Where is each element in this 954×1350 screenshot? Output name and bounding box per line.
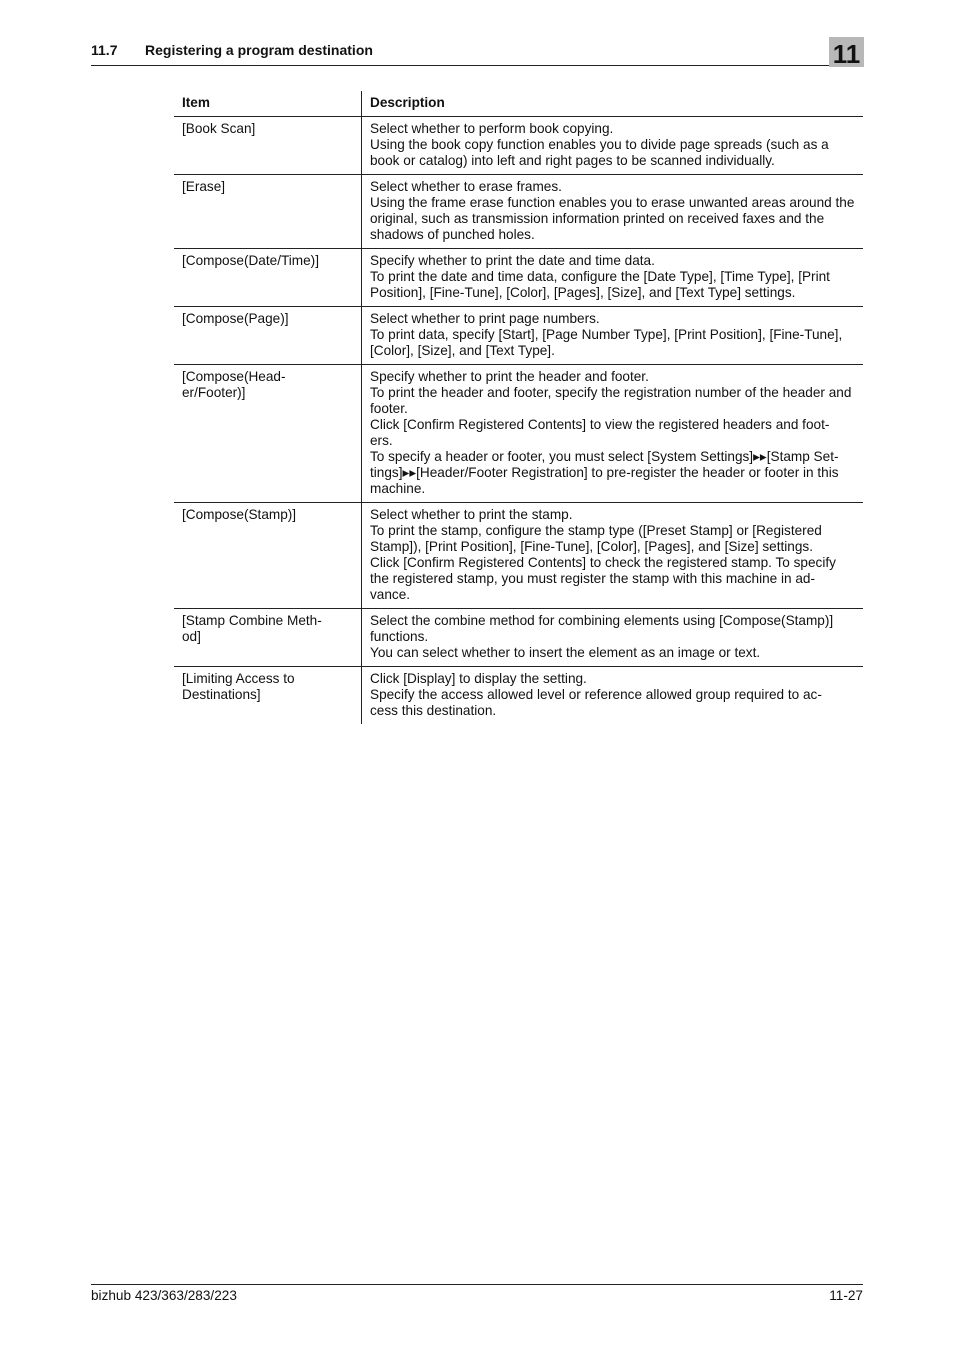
table-row [174,175,863,249]
table-row [174,117,863,175]
table-row [174,609,863,667]
item-cell: [Compose(Page)] [174,307,362,365]
item-cell: [Compose(Date/Time)] [174,249,362,307]
description-cell: Select whether to print the stamp. To print the stamp, configure the stamp type ([Preset Stamp] or [Registered Stamp]), [Print Position], [Fine-Tune], [Color], [Pages], and [Size] settings. Click [Confirm Registered Contents] to check the registered stamp. To specify the registered stamp, you must register the stamp with this machine in ad- vance. [362,503,864,609]
item-cell: [Limiting Access to Destinations] [174,667,362,725]
description-cell: Select whether to print page numbers. To print data, specify [Start], [Page Number Type], [Print Position], [Fine-Tune], [Color], [Size], and [Text Type]. [362,307,864,365]
column-header-item: Item [174,91,362,117]
description-cell: Specify whether to print the date and time data. To print the date and time data, configure the [Date Type], [Time Type], [Print Position], [Fine-Tune], [Color], [Pages], [Size], and [Text Type] settings. [362,249,864,307]
table-row [174,365,863,503]
table-header-row [174,91,863,117]
item-cell: [Stamp Combine Meth- od] [174,609,362,667]
chapter-number-badge: 11 [829,37,864,67]
table-row [174,667,863,725]
section-number: 11.7 [91,42,118,58]
item-cell: [Book Scan] [174,117,362,175]
item-cell: [Compose(Stamp)] [174,503,362,609]
item-cell: [Erase] [174,175,362,249]
description-cell: Select the combine method for combining elements using [Compose(Stamp)] functions. You can select whether to insert the element as an image or text. [362,609,864,667]
column-header-description: Description [362,91,864,117]
page-footer [91,1284,863,1305]
table-row [174,249,863,307]
description-cell: Specify whether to print the header and footer. To print the header and footer, specify the registration number of the header and footer. Click [Confirm Registered Contents] to view the registered headers and foot- ers. To specify a header or footer, you must select [System Settings]▸▸[Stamp Set- tings]▸▸[Header/Footer Registration] to pre-register the header or footer in this machine. [362,365,864,503]
section-title: Registering a program destination [145,42,373,58]
settings-table [174,91,863,724]
product-model: bizhub 423/363/283/223 [91,1288,237,1303]
table-row [174,503,863,609]
description-cell: Select whether to perform book copying. Using the book copy function enables you to divide page spreads (such as a book or catalog) into left and right pages to be scanned individually. [362,117,864,175]
page-number: 11-27 [829,1288,863,1303]
table-row [174,307,863,365]
description-cell: Click [Display] to display the setting. Specify the access allowed level or reference allowed group required to ac- cess this destination. [370,671,822,718]
page-header [91,40,863,66]
description-cell: Select whether to erase frames. Using the frame erase function enables you to erase unwanted areas around the original, such as transmission information printed on received faxes and the shadows of punched holes. [362,175,864,249]
item-cell: [Compose(Head- er/Footer)] [174,365,362,503]
